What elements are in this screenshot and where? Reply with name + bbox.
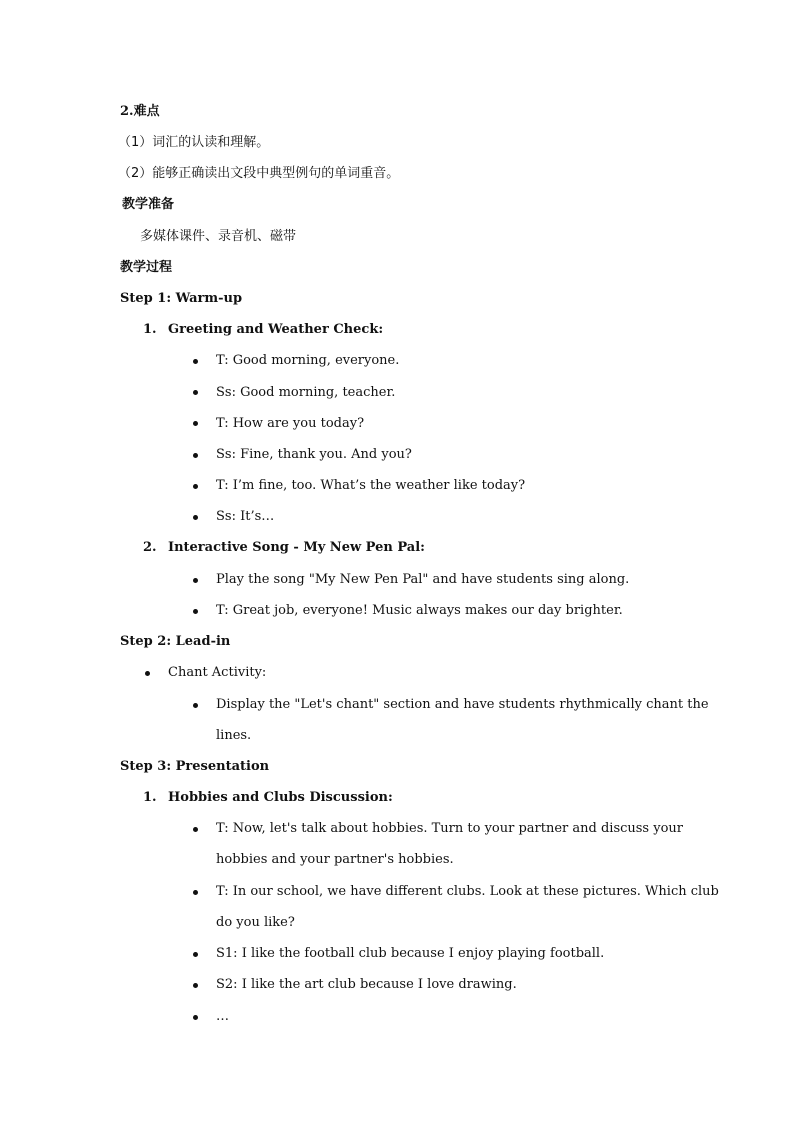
list-item: Ss: Good morning, teacher. (216, 385, 396, 400)
list-item: T: How are you today? (216, 416, 365, 431)
difficulty-heading: 2.难点 (120, 104, 160, 119)
list-item: … (216, 1009, 229, 1024)
preparation-heading: 教学准备 (122, 197, 175, 212)
list-item: T: Now, let's talk about hobbies. Turn to your partner and discuss your (216, 821, 683, 836)
step3-item1-title: Hobbies and Clubs Discussion: (168, 790, 393, 805)
step2-detail-line-1: Display the "Let's chant" section and have students rhythmically chant the (216, 697, 709, 712)
bullet-icon (193, 359, 198, 364)
process-heading: 教学过程 (120, 260, 173, 275)
difficulty-item-1: （1）词汇的认读和理解。 (118, 135, 270, 150)
list-item: Ss: It’s… (216, 509, 275, 524)
bullet-icon (193, 1015, 198, 1020)
list-item: Play the song "My New Pen Pal" and have students sing along. (216, 572, 630, 587)
bullet-icon (193, 952, 198, 957)
step3-item1-number: 1. (143, 790, 157, 805)
step1-item1-number: 1. (143, 322, 157, 337)
list-item-continuation: do you like? (216, 915, 295, 930)
step1-item1-title: Greeting and Weather Check: (168, 322, 384, 337)
bullet-icon (145, 671, 150, 676)
bullet-icon (193, 421, 198, 426)
step1-item2-title: Interactive Song - My New Pen Pal: (168, 540, 425, 555)
preparation-content: 多媒体课件、录音机、磁带 (140, 229, 297, 244)
list-item: T: In our school, we have different clubs. Look at these pictures. Which club (216, 884, 719, 899)
bullet-icon (193, 609, 198, 614)
bullet-icon (193, 453, 198, 458)
bullet-icon (193, 390, 198, 395)
step3-title: Step 3: Presentation (120, 759, 270, 774)
list-item: T: Good morning, everyone. (216, 353, 400, 368)
difficulty-item-2: （2）能够正确读出文段中典型例句的单词重音。 (118, 166, 400, 181)
list-item: S1: I like the football club because I enjoy playing football. (216, 946, 605, 961)
step1-item2-number: 2. (143, 540, 157, 555)
list-item: T: I’m fine, too. What’s the weather like today? (216, 478, 526, 493)
list-item: Ss: Fine, thank you. And you? (216, 447, 412, 462)
bullet-icon (193, 703, 198, 708)
list-item: S2: I like the art club because I love drawing. (216, 977, 517, 992)
list-item: T: Great job, everyone! Music always makes our day brighter. (216, 603, 623, 618)
bullet-icon (193, 484, 198, 489)
step1-title: Step 1: Warm-up (120, 291, 243, 306)
bullet-icon (193, 890, 198, 895)
step2-detail-line-2: lines. (216, 728, 252, 743)
list-item-continuation: hobbies and your partner's hobbies. (216, 852, 454, 867)
bullet-icon (193, 515, 198, 520)
bullet-icon (193, 578, 198, 583)
step2-title: Step 2: Lead-in (120, 634, 231, 649)
bullet-icon (193, 983, 198, 988)
bullet-icon (193, 827, 198, 832)
step2-activity: Chant Activity: (168, 665, 267, 680)
